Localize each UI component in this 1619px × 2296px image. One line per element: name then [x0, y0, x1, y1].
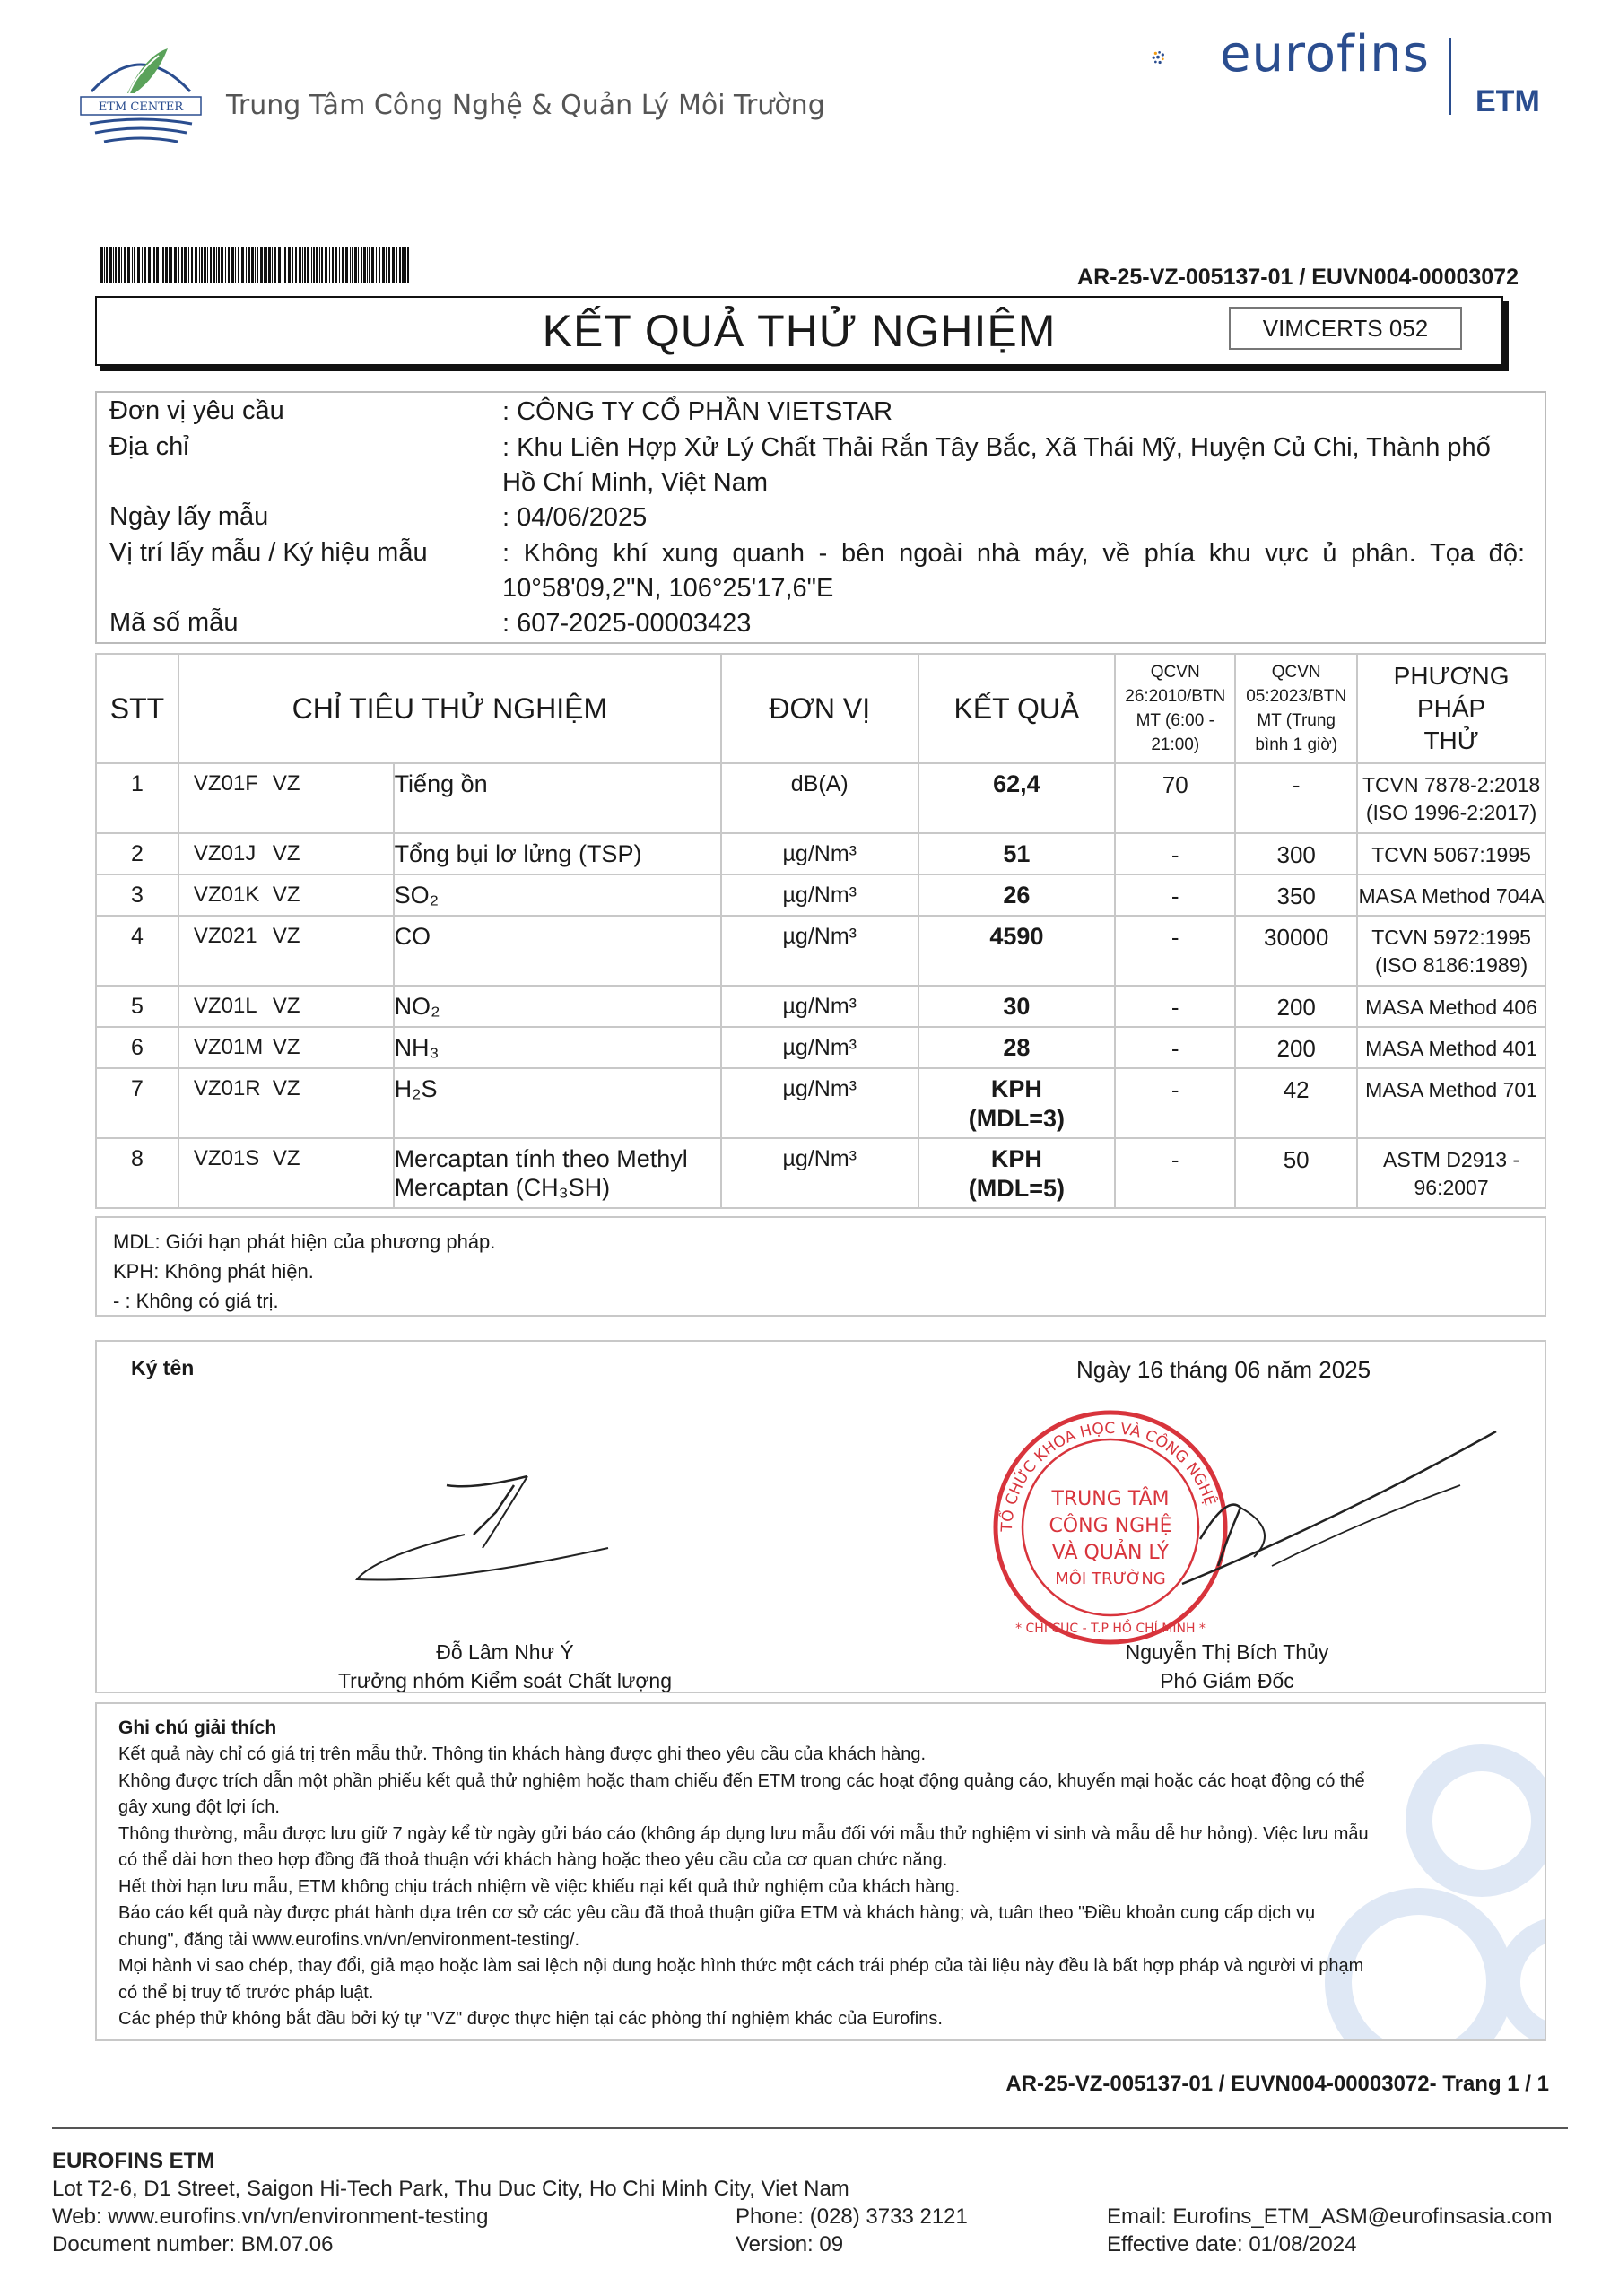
cell-method [1357, 986, 1545, 1027]
footer-effective-date: Effective date: 01/08/2024 [1107, 2232, 1357, 2257]
header-qcvn05-line2: 05:2023/BTN [1246, 687, 1347, 706]
cell-result [918, 763, 1116, 833]
label-location: Vị trí lấy mẫu / Ký hiệu mẫu [109, 538, 428, 567]
cell-parameter-line1: H₂S [394, 1075, 438, 1102]
cell-result-line1: 62,4 [993, 770, 1040, 797]
header-stt: STT [96, 654, 178, 763]
cell-test-code: VZ01L [193, 994, 257, 1018]
cell-qcvn05: 50 [1235, 1138, 1357, 1208]
cell-lab-code: VZ [272, 1035, 300, 1059]
disclaimer-line: Hết thời hạn lưu mẫu, ETM không chịu trách nhiệm về việc khiếu nại kết quả thử nghiệm của khách hàng. [118, 1876, 961, 1897]
signature-2-icon [1048, 1422, 1514, 1629]
header-qcvn26-line2: 26:2010/BTN [1125, 687, 1226, 706]
cell-lab-code: VZ [272, 924, 300, 948]
cell-code [178, 1138, 394, 1208]
cell-stt: 7 [96, 1068, 178, 1138]
signer-1-title: Trưởng nhóm Kiểm soát Chất lượng [337, 1669, 673, 1692]
report-id: AR-25-VZ-005137-01 / EUVN004-00003072 [1077, 265, 1519, 290]
cell-lab-code: VZ [272, 1146, 300, 1170]
header-qcvn26-line4: 21:00) [1151, 735, 1200, 754]
footer-left [52, 2147, 849, 2258]
etm-wordmark: ETM [1475, 84, 1540, 118]
cell-parameter-line1: CO [394, 923, 431, 950]
cell-parameter-line1: NO₂ [394, 993, 440, 1020]
cell-lab-code: VZ [272, 841, 300, 865]
cell-result-line1: KPH [990, 1075, 1042, 1102]
disclaimer-title: Ghi chú giải thích [118, 1718, 277, 1738]
etm-center-logo [74, 29, 208, 154]
cell-qcvn05: 30000 [1235, 916, 1357, 986]
center-name: Trung Tâm Công Nghệ & Quản Lý Môi Trường [226, 90, 825, 121]
footer-email: Email: Eurofins_ETM_ASM@eurofinsasia.com [1107, 2205, 1553, 2229]
cell-test-code: VZ01K [193, 883, 260, 907]
cell-result-line1: 26 [1003, 882, 1031, 909]
cell-test-code: VZ01R [193, 1076, 261, 1100]
disclaimer-lines [118, 1742, 1523, 2033]
cell-result [918, 1068, 1116, 1138]
cell-lab-code: VZ [272, 771, 300, 796]
header-method [1357, 654, 1545, 763]
sample-info [95, 391, 1546, 644]
disclaimer-line: gây xung đột lợi ích. [118, 1797, 280, 1817]
signer-2-title: Phó Giám Đốc [1160, 1669, 1294, 1692]
cell-result-line1: 28 [1003, 1034, 1031, 1061]
cell-parameter-line1: Mercaptan tính theo Methyl [394, 1145, 688, 1172]
disclaimer-line: Thông thường, mẫu được lưu giữ 7 ngày kể từ ngày gửi báo cáo (không áp dụng lưu mẫu đối với mẫu thử nghiệm vi sinh và mẫu dễ hư hỏng). Việc lưu mẫu [118, 1823, 1369, 1844]
cell-method-line1: ASTM D2913 - [1383, 1148, 1520, 1171]
brand-divider [1449, 38, 1451, 115]
cell-method-line1: MASA Method 701 [1365, 1078, 1537, 1101]
svg-text:CÔNG NGHỆ: CÔNG NGHỆ [1049, 1515, 1172, 1537]
cell-result-line1: 51 [1003, 840, 1031, 867]
etm-logo-text: ETM CENTER [98, 100, 184, 114]
table-row [96, 874, 1545, 916]
cell-qcvn26: 70 [1115, 763, 1235, 833]
cell-method-line1: MASA Method 704A [1358, 884, 1545, 908]
signer-1-name: Đỗ Lâm Như Ý [436, 1640, 574, 1664]
vimcerts-badge: VIMCERTS 052 [1229, 307, 1462, 350]
signature-section [95, 1340, 1546, 1693]
cell-unit: µg/Nm³ [721, 874, 918, 916]
header-qcvn26-line1: QCVN [1150, 663, 1200, 682]
disclaimer-line: Mọi hành vi sao chép, thay đổi, giả mạo hoặc làm sai lệch nội dung hoặc hình thức một cách trái phép của tài liệu này đều là bất hợp pháp và người vi phạm [118, 1956, 1364, 1976]
disclaimer-line: Không được trích dẫn một phần phiếu kết quả thử nghiệm hoặc tham chiếu đến ETM trong các hoạt động quảng cáo, khuyến mại hoặc các hoạt động có thể [118, 1770, 1365, 1791]
cell-result [918, 986, 1116, 1027]
sign-date: Ngày 16 tháng 06 năm 2025 [1076, 1356, 1371, 1383]
cell-method [1357, 874, 1545, 916]
cell-code [178, 1027, 394, 1068]
cell-parameter-line1: SO₂ [394, 882, 440, 909]
cell-unit: µg/Nm³ [721, 1068, 918, 1138]
cell-test-code: VZ01J [193, 841, 257, 865]
svg-text:TRUNG TÂM: TRUNG TÂM [1051, 1488, 1170, 1510]
table-row [96, 833, 1545, 874]
disclaimer-line: có thể dài hơn theo hợp đồng đã thoả thuận với khách hàng hoặc theo yêu cầu của cơ quan chức năng. [118, 1850, 948, 1870]
cell-test-code: VZ01M [193, 1035, 264, 1059]
cell-method [1357, 916, 1545, 986]
abbreviation-notes [95, 1216, 1546, 1317]
header-parameter: CHỈ TIÊU THỬ NGHIỆM [178, 654, 721, 763]
cell-code [178, 763, 394, 833]
cell-stt: 5 [96, 986, 178, 1027]
header-qcvn26-line3: MT (6:00 - [1136, 711, 1214, 730]
cell-parameter-line1: Tổng bụi lơ lửng (TSP) [394, 840, 642, 867]
cell-parameter [394, 986, 721, 1027]
eurofins-dots-icon [1151, 27, 1223, 90]
svg-text:TỔ CHỨC KHOA HỌC VÀ CÔNG NGHỆ: TỔ CHỨC KHOA HỌC VÀ CÔNG NGHỆ [997, 1419, 1219, 1533]
cell-result-line1: 4590 [989, 923, 1044, 950]
cell-lab-code: VZ [272, 1076, 300, 1100]
svg-text:* CHI CỤC - T.P HỒ CHÍ MINH *: * CHI CỤC - T.P HỒ CHÍ MINH * [1015, 1622, 1206, 1636]
value-address: : Khu Liên Hợp Xử Lý Chất Thải Rắn Tây Bắc, Xã Thái Mỹ, Huyện Củ Chi, Thành phố Hồ Chí Minh, Việt Nam [502, 433, 1491, 497]
cell-result [918, 833, 1116, 874]
cell-unit: µg/Nm³ [721, 986, 918, 1027]
cell-stt: 4 [96, 916, 178, 986]
page-reference: AR-25-VZ-005137-01 / EUVN004-00003072- Trang 1 / 1 [1005, 2072, 1549, 2096]
note-mdl: MDL: Giới hạn phát hiện của phương pháp. [113, 1231, 496, 1253]
note-dash: - : Không có giá trị. [113, 1290, 279, 1312]
cell-qcvn05: 200 [1235, 1027, 1357, 1068]
cell-qcvn26: - [1115, 1068, 1235, 1138]
value-location: : Không khí xung quanh - bên ngoài nhà máy, về phía khu vực ủ phân. Tọa độ: 10°58'09,2"N, 106°25'17,6"E [502, 539, 1525, 603]
cell-code [178, 986, 394, 1027]
header-result: KẾT QUẢ [918, 654, 1116, 763]
title-box [95, 296, 1503, 366]
cell-code [178, 916, 394, 986]
disclaimer-line: có thể bị truy tố trước pháp luật. [118, 1982, 374, 2003]
cell-stt: 2 [96, 833, 178, 874]
cell-unit: dB(A) [721, 763, 918, 833]
label-sample-date: Ngày lấy mẫu [109, 502, 269, 531]
value-requester: : CÔNG TY CỔ PHẦN VIETSTAR [502, 397, 893, 426]
cell-method [1357, 833, 1545, 874]
svg-text:MÔI TRƯỜNG: MÔI TRƯỜNG [1055, 1570, 1166, 1588]
header-qcvn05 [1235, 654, 1357, 763]
cell-parameter-line1: Tiếng ồn [394, 770, 488, 797]
cell-unit: µg/Nm³ [721, 1138, 918, 1208]
cell-result-line2: (MDL=5) [968, 1175, 1066, 1202]
cell-test-code: VZ01S [193, 1146, 260, 1170]
cell-result-line1: 30 [1003, 993, 1031, 1020]
cell-method-line1: MASA Method 406 [1365, 996, 1537, 1019]
signature-1-icon [339, 1449, 662, 1602]
cell-qcvn05: 200 [1235, 986, 1357, 1027]
header-qcvn26 [1115, 654, 1235, 763]
cell-method [1357, 1068, 1545, 1138]
cell-method-line1: TCVN 5972:1995 [1371, 926, 1531, 949]
cell-lab-code: VZ [272, 994, 300, 1018]
footer-doc-number: Document number: BM.07.06 [52, 2232, 334, 2257]
cell-stt: 6 [96, 1027, 178, 1068]
cell-qcvn26: - [1115, 1027, 1235, 1068]
footer-right [1107, 2203, 1553, 2258]
cell-qcvn05: 350 [1235, 874, 1357, 916]
footer-divider [52, 2127, 1568, 2129]
results-body [96, 763, 1545, 1208]
cell-unit: µg/Nm³ [721, 1027, 918, 1068]
cell-result [918, 874, 1116, 916]
cell-method-line2: (ISO 8186:1989) [1375, 953, 1528, 977]
label-address: Địa chỉ [109, 432, 189, 461]
cell-unit: µg/Nm³ [721, 916, 918, 986]
cell-code [178, 833, 394, 874]
cell-method-line2: (ISO 1996-2:2017) [1365, 801, 1537, 824]
value-sample-date: : 04/06/2025 [502, 503, 648, 532]
cell-code [178, 874, 394, 916]
header-qcvn05-line3: MT (Trung [1257, 711, 1336, 730]
cell-stt: 1 [96, 763, 178, 833]
cell-parameter [394, 763, 721, 833]
header-method-line1: PHƯƠNG PHÁP [1393, 662, 1510, 722]
table-row [96, 1138, 1545, 1208]
cell-qcvn26: - [1115, 1138, 1235, 1208]
barcode [100, 247, 413, 283]
cell-parameter [394, 1138, 721, 1208]
table-row [96, 763, 1545, 833]
cell-parameter [394, 833, 721, 874]
cell-qcvn26: - [1115, 986, 1235, 1027]
results-table [95, 653, 1546, 1209]
cell-method-line1: MASA Method 401 [1365, 1037, 1537, 1060]
cell-method [1357, 1138, 1545, 1208]
cell-unit: µg/Nm³ [721, 833, 918, 874]
footer-company: EUROFINS ETM [52, 2149, 215, 2173]
footer-phone: Phone: (028) 3733 2121 [736, 2205, 968, 2229]
cell-stt: 8 [96, 1138, 178, 1208]
cell-result-line2: (MDL=3) [968, 1105, 1066, 1132]
cell-qcvn26: - [1115, 874, 1235, 916]
cell-method-line1: TCVN 5067:1995 [1371, 843, 1531, 866]
cell-result [918, 1138, 1116, 1208]
footer-web: Web: www.eurofins.vn/vn/environment-testing [52, 2205, 489, 2229]
sign-label: Ký tên [131, 1356, 195, 1379]
cell-qcvn05: 42 [1235, 1068, 1357, 1138]
cell-code [178, 1068, 394, 1138]
cell-method [1357, 763, 1545, 833]
disclaimer-box [95, 1702, 1546, 2041]
cell-parameter [394, 1068, 721, 1138]
table-row [96, 1027, 1545, 1068]
cell-test-code: VZ021 [193, 924, 257, 948]
cell-test-code: VZ01F [193, 771, 258, 796]
footer-middle [736, 2203, 968, 2258]
cell-parameter [394, 1027, 721, 1068]
cell-qcvn05: - [1235, 763, 1357, 833]
table-row [96, 916, 1545, 986]
cell-method-line1: TCVN 7878-2:2018 [1362, 773, 1541, 796]
footer-version: Version: 09 [736, 2232, 844, 2257]
table-row [96, 986, 1545, 1027]
header-unit: ĐƠN VỊ [721, 654, 918, 763]
cell-method [1357, 1027, 1545, 1068]
cell-qcvn26: - [1115, 833, 1235, 874]
signer-1 [294, 1638, 716, 1695]
cell-stt: 3 [96, 874, 178, 916]
disclaimer-line: Kết quả này chỉ có giá trị trên mẫu thử. Thông tin khách hàng được ghi theo yêu cầu của khách hàng. [118, 1744, 927, 1764]
report-title: KẾT QUẢ THỬ NGHIỆM [542, 306, 1057, 356]
cell-result [918, 1027, 1116, 1068]
cell-result-line1: KPH [990, 1145, 1042, 1172]
header-qcvn05-line1: QCVN [1271, 663, 1321, 682]
cell-parameter-line2: Mercaptan (CH₃SH) [394, 1174, 611, 1201]
table-row [96, 1068, 1545, 1138]
disclaimer-line: Các phép thử không bắt đầu bởi ký tự "VZ" được thực hiện tại các phòng thí nghiệm khác của Eurofins. [118, 2009, 943, 2029]
eurofins-wordmark: eurofins [1220, 25, 1430, 83]
value-sample-code: : 607-2025-00003423 [502, 609, 752, 638]
cell-parameter [394, 916, 721, 986]
disclaimer-line: chung", đăng tải www.eurofins.vn/vn/environment-testing/. [118, 1929, 580, 1950]
svg-text:VÀ QUẢN LÝ: VÀ QUẢN LÝ [1051, 1542, 1170, 1564]
cell-qcvn05: 300 [1235, 833, 1357, 874]
cell-lab-code: VZ [272, 883, 300, 907]
cell-qcvn26: - [1115, 916, 1235, 986]
footer-address: Lot T2-6, D1 Street, Saigon Hi-Tech Park, Thu Duc City, Ho Chi Minh City, Viet Nam [52, 2177, 849, 2201]
table-header-row [96, 654, 1545, 763]
note-kph: KPH: Không phát hiện. [113, 1260, 314, 1283]
label-sample-code: Mã số mẫu [109, 608, 239, 637]
disclaimer-line: Báo cáo kết quả này được phát hành dựa trên cơ sở các yêu cầu đã thoả thuận giữa ETM và khách hàng; và, tuân theo "Điều khoản cung cấp dịch vụ [118, 1903, 1316, 1923]
cell-method-line2: 96:2007 [1414, 1176, 1489, 1199]
cell-parameter [394, 874, 721, 916]
cell-result [918, 916, 1116, 986]
signer-2 [1039, 1638, 1415, 1695]
header-method-line2: THỬ [1423, 726, 1479, 754]
signer-2-name: Nguyễn Thị Bích Thủy [1125, 1640, 1329, 1664]
label-requester: Đơn vị yêu cầu [109, 396, 284, 425]
header-qcvn05-line4: bình 1 giờ) [1255, 735, 1338, 754]
cell-parameter-line1: NH₃ [394, 1034, 440, 1061]
